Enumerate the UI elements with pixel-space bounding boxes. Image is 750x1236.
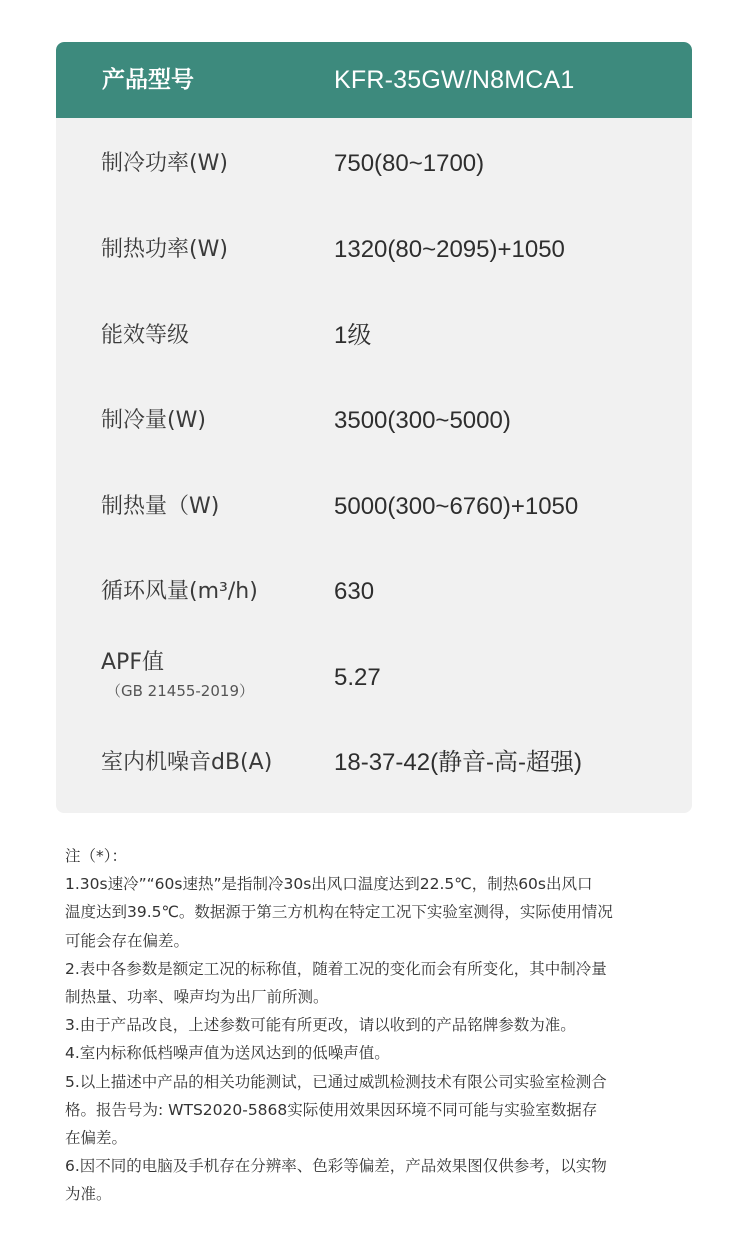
note-line: 2.表中各参数是额定工况的标称值，随着工况的变化而会有所变化，其中制冷量 [65,959,607,978]
spec-table [56,42,692,813]
spec-label: 能效等级 [101,323,190,348]
spec-value: 750(80~1700) [334,150,485,177]
spec-value: 18-37-42(静音-高-超强) [334,749,583,776]
note-line: 制热量、功率、噪声均为出厂前所测。 [65,988,329,1007]
spec-label: 循环风量(m³/h) [101,579,258,604]
spec-label: 制热功率(W) [101,237,228,262]
spec-label: 制热量（W) [101,494,220,519]
note-line: 可能会存在偏差。 [65,931,190,950]
note-line: 5.以上描述中产品的相关功能测试，已通过威凯检测技术有限公司实验室检测合 [65,1072,607,1091]
spec-value: 1320(80~2095)+1050 [334,236,565,263]
spec-value: 5000(300~6760)+1050 [334,493,579,520]
spec-label: 制冷量(W) [101,408,206,433]
note-line: 3.由于产品改良，上述参数可能有所更改，请以收到的产品铭牌参数为准。 [65,1016,576,1035]
spec-row-heating-capacity [56,477,692,537]
spec-row-heating-power [56,220,692,280]
spec-label: APF值 [101,650,164,675]
spec-row-cooling-capacity [56,391,692,451]
spec-label: 室内机噪音dB(A) [101,750,273,775]
note-line: 格。报告号为: WTS2020-5868实际使用效果因环境不同可能与实验室数据存 [65,1100,598,1119]
note-line: 注（*）： [65,847,128,865]
spec-row-airflow [56,562,692,622]
footnotes [65,842,697,1209]
spec-value: 5.27 [334,664,381,691]
model-value: KFR-35GW/N8MCA1 [334,66,575,94]
note-line: 1.30s速冷”“60s速热”是指制冷30s出风口温度达到22.5℃，制热60s出风口 [65,875,593,894]
spec-row-apf [56,645,692,711]
note-line: 4.室内标称低档噪声值为送风达到的低噪声值。 [65,1044,390,1063]
spec-row-cooling-power [56,134,692,194]
note-line: 在偏差。 [65,1129,128,1148]
spec-value: 630 [334,578,375,605]
spec-table-header [56,42,692,118]
model-label: 产品型号 [102,67,194,93]
spec-value: 1级 [334,322,372,349]
spec-value: 3500(300~5000) [334,407,511,434]
note-line: 为准。 [65,1185,112,1204]
note-line: 温度达到39.5℃。数据源于第三方机构在特定工况下实验室测得，实际使用情况 [65,903,613,922]
spec-label: 制冷功率(W) [101,151,228,176]
spec-row-energy-grade [56,306,692,366]
spec-row-indoor-noise [56,733,692,793]
spec-sublabel: （GB 21455-2019） [106,682,254,700]
note-line: 6.因不同的电脑及手机存在分辨率、色彩等偏差，产品效果图仅供参考，以实物 [65,1157,607,1176]
